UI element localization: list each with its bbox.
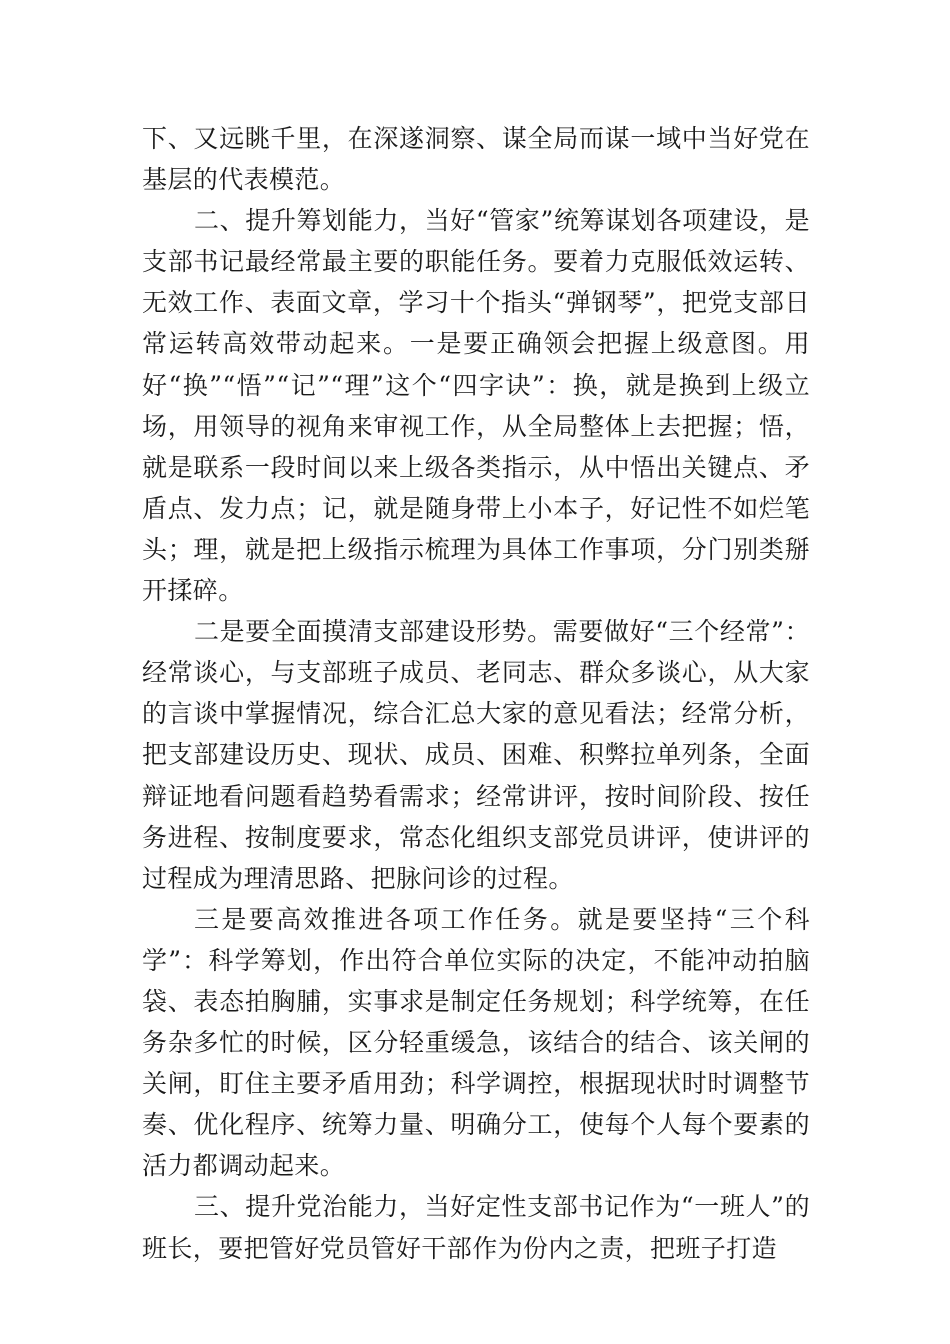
paragraph-planning-ability: 二、提升筹划能力，当好“管家”统筹谋划各项建设，是支部书记最经常最主要的职能任务。要着力克服低效运转、无效工作、表面文章，学习十个指头“弹钢琴”，把党支部日常运转高效带动起来。一是要正确领会把握上级意图。用好“换”“悟”“记”“理”这个“四字诀”：换，就是换到上级立场，用领导的视角来审视工作，从全局整体上去把握；悟，就是联系一段时间以来上级各类指示，从中悟出关键点、矛盾点、发力点；记，就是随身带上小本子，好记性不如烂笔头；理，就是把上级指示梳理为具体工作事项，分门别类掰开揉碎。 bbox=[142, 206, 810, 606]
paragraph-governance-ability: 三、提升党治能力，当好定性支部书记作为“一班人”的班长，要把管好党员管好干部作为份内之责，把班子打造 bbox=[142, 1192, 810, 1263]
paragraph-continuation: 下、又远眺千里，在深遂洞察、谋全局而谋一域中当好党在基层的代表模范。 bbox=[142, 124, 810, 195]
paragraph-branch-situation: 二是要全面摸清支部建设形势。需要做好“三个经常”：经常谈心，与支部班子成员、老同志、群众多谈心，从大家的言谈中掌握情况，综合汇总大家的意见看法；经常分析，把支部建设历史、现状、成员、困难、积弊拉单列条，全面辩证地看问题看趋势看需求；经常讲评，按时间阶段、按任务进程、按制度要求，常态化组织支部党员讲评，使讲评的过程成为理清思路、把脉问诊的过程。 bbox=[142, 617, 810, 893]
paragraph-task-advancement: 三是要高效推进各项工作任务。就是要坚持“三个科学”：科学筹划，作出符合单位实际的决定，不能冲动拍脑袋、表态拍胸脯，实事求是制定任务规划；科学统筹，在任务杂多忙的时候，区分轻重缓急，该结合的结合、该关闸的关闸，盯住主要矛盾用劲；科学调控，根据现状时时调整节奏、优化程序、统筹力量、明确分工，使每个人每个要素的活力都调动起来。 bbox=[142, 904, 810, 1181]
document-body bbox=[142, 118, 810, 1269]
